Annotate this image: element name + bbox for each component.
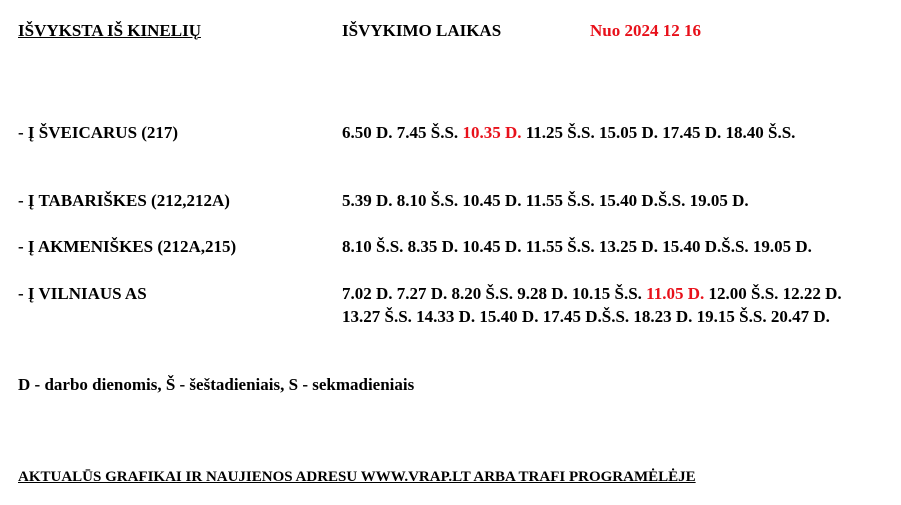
route-times-sveicarus (342, 123, 795, 143)
route-times-tabariskes (342, 191, 749, 211)
route-destination-tabariskes: - Į TABARIŠKES (212,212A) (18, 191, 230, 210)
time-segment-highlighted: 11.05 D. (646, 284, 705, 303)
time-segment: 8.10 Š.S. 8.35 D. 10.45 D. 11.55 Š.S. 13.25 D. 15.40 D.Š.S. 19.05 D. (342, 237, 812, 256)
route-destination-vilniaus-as: - Į VILNIAUS AS (18, 284, 147, 303)
route-destination-sveicarus: - Į ŠVEICARUS (217) (18, 123, 179, 142)
route-destination-akmeniskes: - Į AKMENIŠKES (212A,215) (18, 237, 237, 256)
time-segment-highlighted: 10.35 D. (462, 123, 522, 142)
departure-time-heading: IŠVYKIMO LAIKAS (342, 21, 502, 40)
time-segment: 6.50 D. 7.45 Š.S. (342, 123, 463, 142)
time-segment: 7.02 D. 7.27 D. 8.20 Š.S. 9.28 D. 10.15 Š.S. (342, 284, 647, 303)
departure-heading: IŠVYKSTA IŠ KINELIŲ (18, 21, 201, 40)
footer-notice: AKTUALŪS GRAFIKAI IR NAUJIENOS ADRESU WWW.VRAP.LT ARBA TRAFI PROGRAMĖLĖJE (18, 469, 696, 485)
route-times-vilniaus-as-line2: 13.27 Š.S. 14.33 D. 15.40 D. 17.45 D.Š.S. 18.23 D. 19.15 Š.S. 20.47 D. (342, 307, 830, 326)
effective-date: Nuo 2024 12 16 (590, 21, 701, 40)
time-segment: 11.25 Š.S. 15.05 D. 17.45 D. 18.40 Š.S. (521, 123, 796, 142)
time-segment: 5.39 D. 8.10 Š.S. 10.45 D. 11.55 Š.S. 15.40 D.Š.S. 19.05 D. (342, 191, 749, 210)
route-times-akmeniskes (342, 237, 812, 257)
time-segment: 12.00 Š.S. 12.22 D. (704, 284, 842, 303)
legend-text: D - darbo dienomis, Š - šeštadieniais, S - sekmadieniais (18, 375, 415, 394)
route-times-vilniaus-as-line1 (342, 284, 842, 304)
